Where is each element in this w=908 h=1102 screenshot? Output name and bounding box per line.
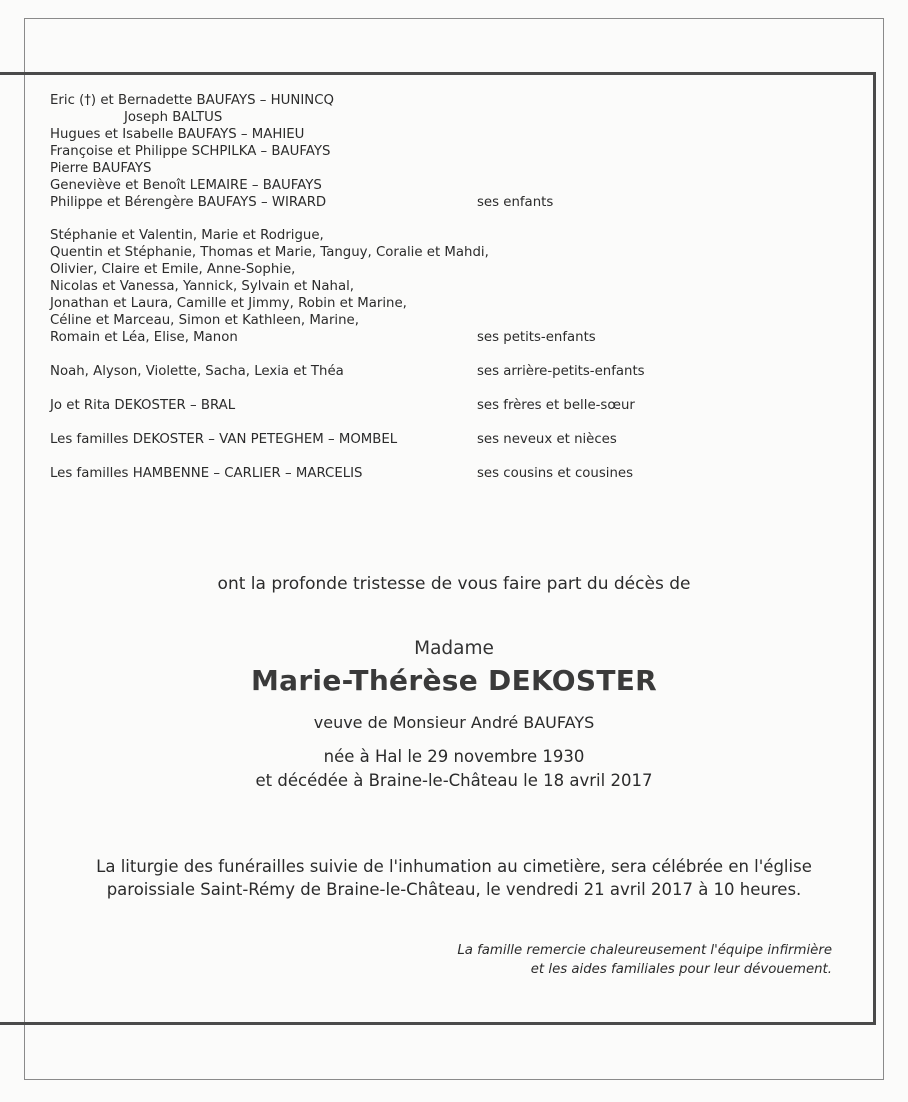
grandchildren-line: Romain et Léa, Elise, Manon (50, 330, 238, 345)
funeral-info-line: La liturgie des funérailles suivie de l'inhumation au cimetière, sera célébrée en l'église (96, 857, 812, 876)
family-name: Hugues et Isabelle BAUFAYS – MAHIEU (50, 127, 305, 142)
family-row (50, 143, 750, 160)
grandchildren-row (50, 295, 750, 312)
honorific-title: Madame (414, 638, 494, 659)
announcement-text: ont la profonde tristesse de vous faire part du décès de (217, 574, 691, 594)
deceased-name: Marie-Thérèse DEKOSTER (250, 664, 658, 697)
grandchildren-line: Stéphanie et Valentin, Marie et Rodrigue, (50, 228, 324, 243)
family-name: Françoise et Philippe SCHPILKA – BAUFAYS (50, 144, 331, 159)
birth-text: née à Hal le 29 novembre 1930 (323, 747, 585, 766)
relation-name: Les familles HAMBENNE – CARLIER – MARCELIS (50, 466, 363, 481)
funeral-info-line: paroissiale Saint-Rémy de Braine-le-Château, le vendredi 21 avril 2017 à 10 heures. (106, 880, 802, 899)
relation-row (50, 431, 750, 448)
death-text: et décédée à Braine-le-Château le 18 avril 2017 (255, 771, 653, 790)
grandchildren-row (50, 329, 750, 346)
grandchildren-row (50, 312, 750, 329)
grandchildren-line: Nicolas et Vanessa, Yannick, Sylvain et Nahal, (50, 279, 355, 294)
thanks-line: et les aides familiales pour leur dévouement. (530, 962, 832, 977)
relation-row (50, 397, 750, 414)
family-name: Joseph BALTUS (124, 110, 223, 125)
relation-label: ses petits-enfants (477, 330, 596, 345)
relation-name: Jo et Rita DEKOSTER – BRAL (50, 398, 236, 413)
relation-label: ses arrière-petits-enfants (477, 364, 645, 379)
relation-row (50, 363, 750, 380)
family-row (50, 194, 750, 211)
family-row (50, 92, 750, 109)
grandchildren-row (50, 227, 750, 244)
family-row (50, 109, 750, 126)
family-list (50, 92, 750, 482)
grandchildren-row (50, 261, 750, 278)
grandchildren-line: Quentin et Stéphanie, Thomas et Marie, Tanguy, Coralie et Mahdi, (50, 245, 489, 260)
relation-name: Noah, Alyson, Violette, Sacha, Lexia et Théa (50, 364, 344, 379)
grandchildren-line: Céline et Marceau, Simon et Kathleen, Marine, (50, 313, 359, 328)
relation-name: Les familles DEKOSTER – VAN PETEGHEM – MOMBEL (50, 432, 398, 447)
family-name: Eric (†) et Bernadette BAUFAYS – HUNINCQ (50, 93, 334, 108)
family-row (50, 177, 750, 194)
family-name: Philippe et Bérengère BAUFAYS – WIRARD (50, 195, 327, 210)
family-name: Pierre BAUFAYS (50, 161, 152, 176)
relation-label: ses frères et belle-sœur (477, 398, 635, 413)
relation-label: ses cousins et cousines (477, 466, 633, 481)
relation-label: ses enfants (477, 195, 554, 210)
widow-of-text: veuve de Monsieur André BAUFAYS (313, 713, 595, 732)
family-row (50, 160, 750, 177)
relation-label: ses neveux et nièces (477, 432, 617, 447)
grandchildren-line: Olivier, Claire et Emile, Anne-Sophie, (50, 262, 296, 277)
thanks-line: La famille remercie chaleureusement l'équipe infirmière (457, 943, 832, 958)
grandchildren-row (50, 278, 750, 295)
grandchildren-line: Jonathan et Laura, Camille et Jimmy, Robin et Marine, (50, 296, 407, 311)
family-name: Geneviève et Benoît LEMAIRE – BAUFAYS (50, 178, 322, 193)
thanks-note (457, 941, 832, 979)
family-row (50, 126, 750, 143)
relation-row (50, 465, 750, 482)
grandchildren-row (50, 244, 750, 261)
